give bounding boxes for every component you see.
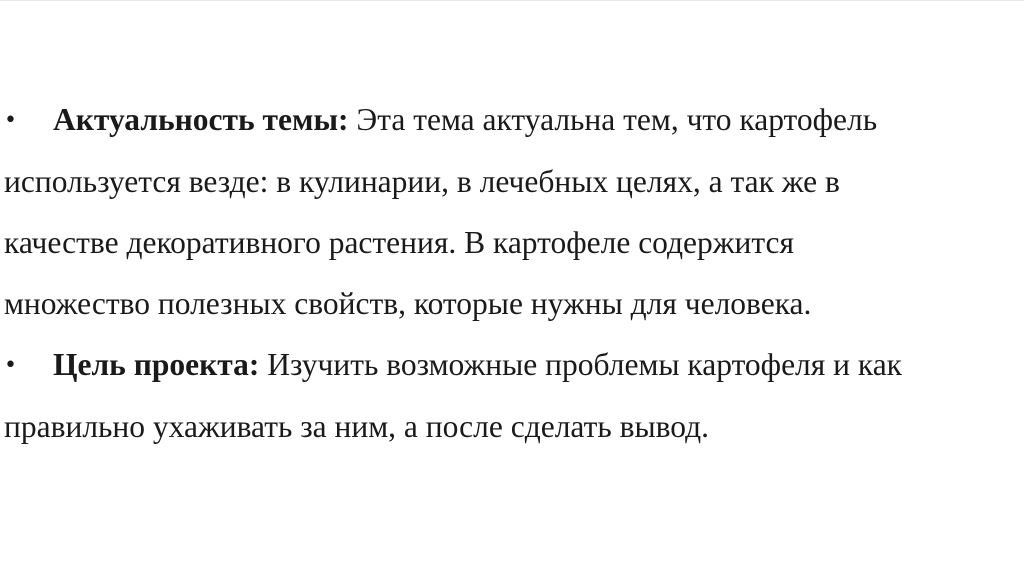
bullet-icon: • bbox=[4, 353, 17, 378]
bullet-text: Изучить возможные проблемы картофеля и как bbox=[259, 347, 902, 382]
paragraph-line: правильно ухаживать за ним, а после сделать вывод. bbox=[4, 409, 710, 444]
paragraph-line bbox=[4, 334, 1014, 396]
bullet-label: Цель проекта: bbox=[53, 347, 260, 382]
paragraph-line: используется везде: в кулинарии, в лечебных целях, а так же в bbox=[4, 164, 840, 199]
slide-content bbox=[4, 89, 1014, 457]
bullet-item-goal bbox=[4, 334, 1014, 457]
bullet-icon: • bbox=[4, 108, 17, 133]
bullet-label: Актуальность темы: bbox=[53, 102, 349, 137]
bullet-text: Эта тема актуальна тем, что картофель bbox=[348, 102, 878, 137]
top-border bbox=[0, 0, 1024, 1]
paragraph-line: множество полезных свойств, которые нужны для человека. bbox=[4, 286, 812, 321]
paragraph-line bbox=[4, 89, 1014, 151]
paragraph-line: качестве декоративного растения. В картофеле содержится bbox=[4, 225, 795, 260]
bullet-item-relevance bbox=[4, 89, 1014, 334]
